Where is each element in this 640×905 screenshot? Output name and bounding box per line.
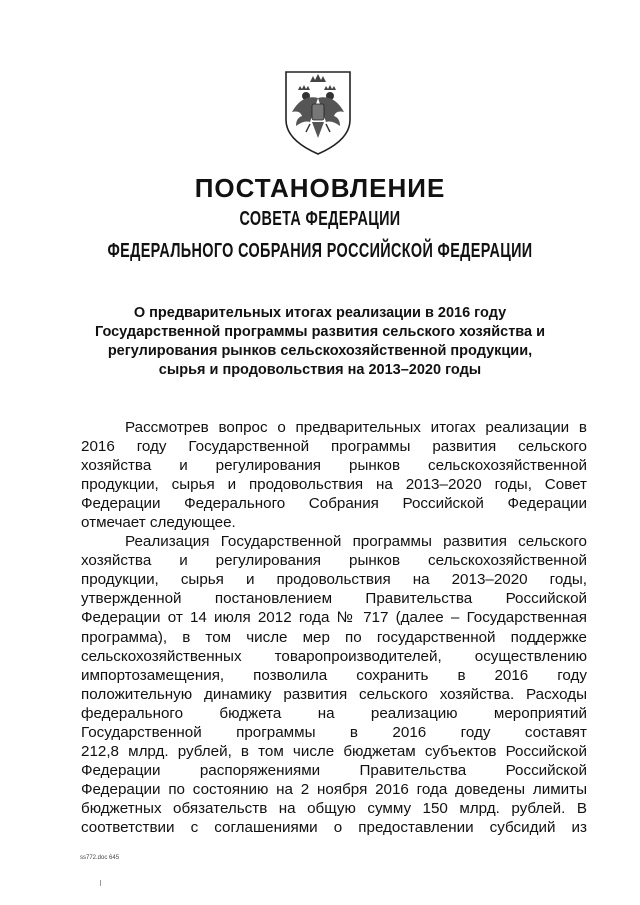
body-line: положительную динамику развития сельского хозяйства. Расходы <box>81 685 587 703</box>
body-line: продукции, сырья и продовольствия на 2013–2020 годы, Совет <box>81 476 587 494</box>
body-line: 2016 году Государственной программы развития сельского <box>81 438 587 456</box>
subject-line: О предварительных итогах реализации в 2016 году <box>133 305 507 321</box>
document-type-title: ПОСТАНОВЛЕНИЕ <box>194 173 446 203</box>
body-line: хозяйства и регулирования рынков сельскохозяйственной <box>81 552 587 570</box>
body-line: хозяйства и регулирования рынков сельскохозяйственной <box>81 457 587 475</box>
coat-of-arms-icon <box>280 68 356 156</box>
issuer-line-2: ФЕДЕРАЛЬНОГО СОБРАНИЯ РОССИЙСКОЙ ФЕДЕРАЦИИ <box>107 240 533 262</box>
subject-line: Государственной программы развития сельского хозяйства и <box>94 324 546 340</box>
body-line: программа), в том числе мер по государственной поддержке <box>81 628 587 646</box>
body-line: Реализация Государственной программы развития сельского <box>125 533 587 551</box>
body-line: Федерации распоряжениями Правительства Российской <box>81 761 587 779</box>
body-line: сельскохозяйственных товаропроизводителей, осуществлению <box>81 647 587 665</box>
document-subject <box>70 304 570 380</box>
body-line: Федерации от 14 июля 2012 года № 717 (далее – Государственная <box>81 609 587 627</box>
body-line: Федерации Федерального Собрания Российской Федерации <box>81 495 587 513</box>
issuer-line-1: СОВЕТА ФЕДЕРАЦИИ <box>239 208 401 230</box>
subject-line: регулирования рынков сельскохозяйственной продукции, <box>107 343 533 359</box>
body-line: отмечает следующее. <box>81 514 236 532</box>
body-line: Государственной программы в 2016 году составят <box>81 723 587 741</box>
body-line: импортозамещения, позволила сохранить в 2016 году <box>81 666 587 684</box>
body-line: федерального бюджета на реализацию мероприятий <box>81 704 587 722</box>
body-line: соответствии с соглашениями о предоставлении субсидий из <box>81 818 587 836</box>
body-line: продукции, сырья и продовольствия на 2013–2020 годы, <box>81 571 587 589</box>
body-line: 212,8 млрд. рублей, в том числе бюджетам субъектов Российской <box>81 742 587 760</box>
subject-line: сырья и продовольствия на 2013–2020 годы <box>158 362 482 378</box>
document-body <box>81 418 587 837</box>
body-line: утвержденной постановлением Правительства Российской <box>81 590 587 608</box>
body-line: Федерации по состоянию на 2 ноября 2016 года доведены лимиты <box>81 780 587 798</box>
body-line: бюджетных обязательств на общую сумму 150 млрд. рублей. В <box>81 799 587 817</box>
scan-mark <box>100 880 101 886</box>
file-reference: ss772.doc 645 <box>80 855 120 861</box>
body-line: Рассмотрев вопрос о предварительных итогах реализации в <box>125 419 587 436</box>
